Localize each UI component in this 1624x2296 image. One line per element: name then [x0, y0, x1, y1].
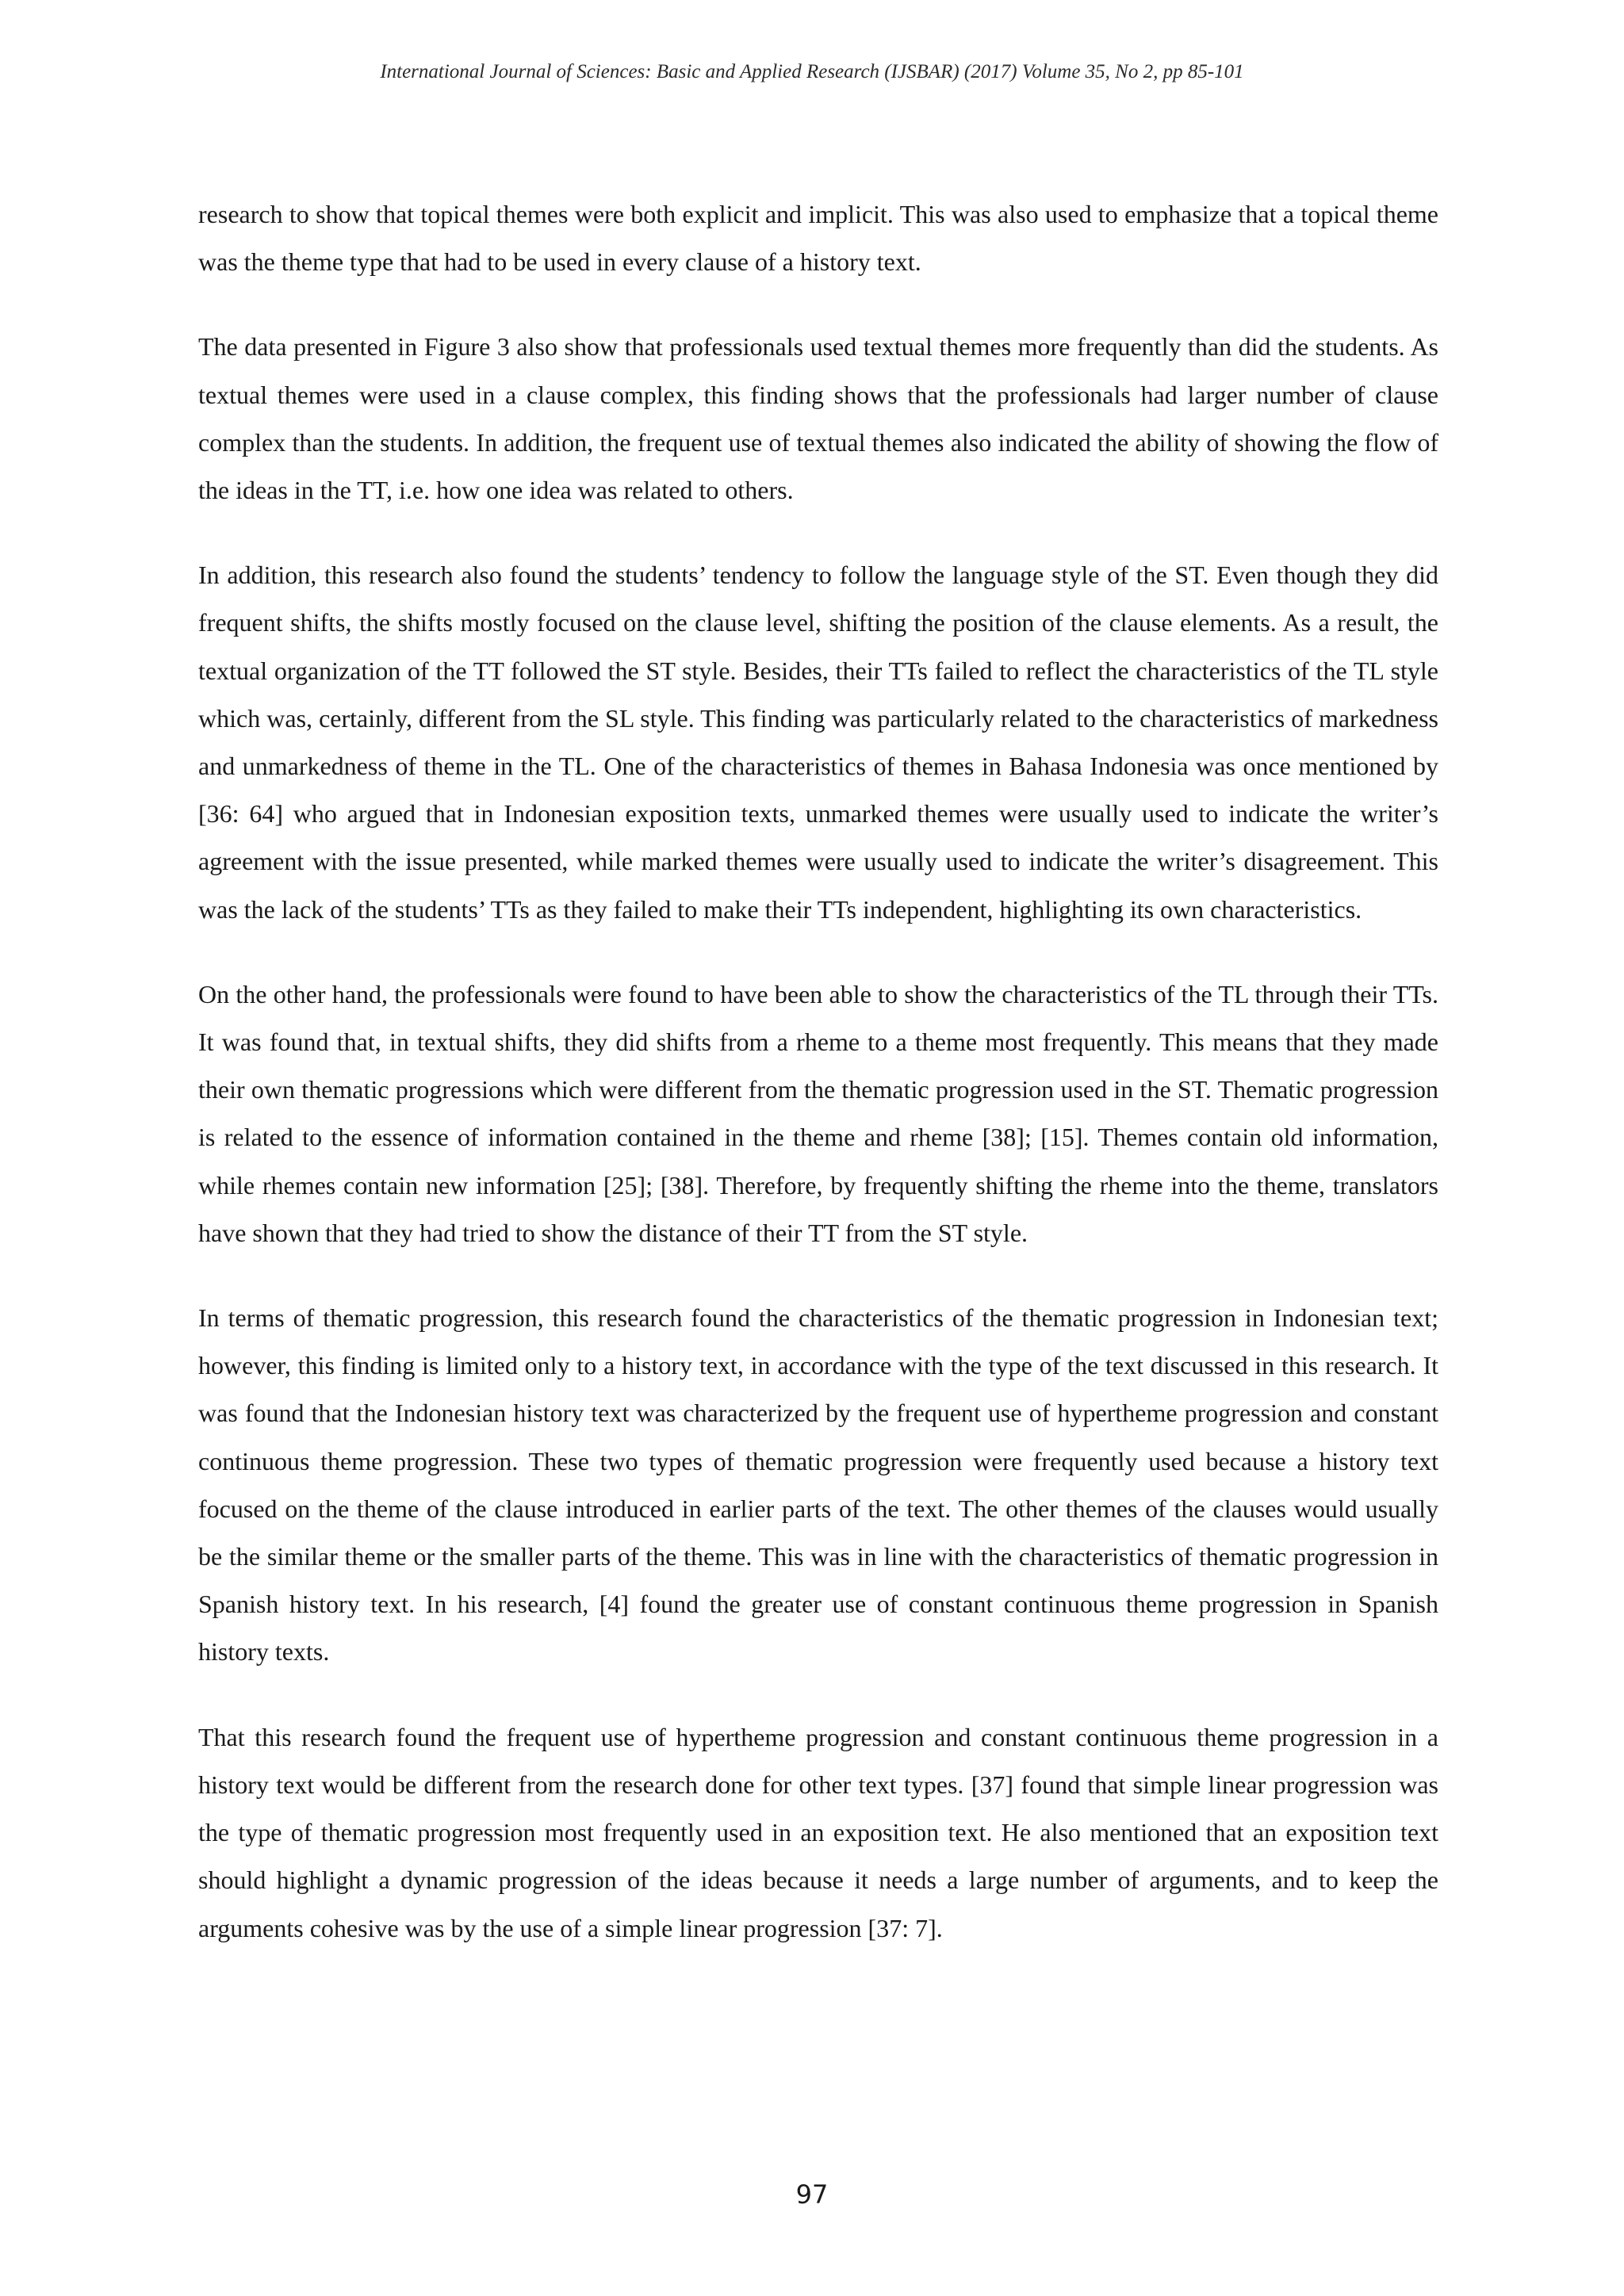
paragraph-3: In addition, this research also found the students’ tendency to follow the language style of the ST. Even though they did frequent shifts, the shifts mostly focused on the clause level, shifting the position of the clause elements. As a result, the textual organization of the TT followed the ST style. Besides, their TTs failed to reflect the characteristics of the TL style which was, certainly, different from the SL style. This finding was particularly related to the characteristics of markedness and unmarkedness of theme in the TL. One of the characteristics of themes in Bahasa Indonesia was once mentioned by [36: 64] who argued that in Indonesian exposition texts, unmarked themes were usually used to indicate the writer’s agreement with the issue presented, while marked themes were usually used to indicate the writer’s disagreement. This was the lack of the students’ TTs as they failed to make their TTs independent, highlighting its own characteristics. — [198, 561, 1438, 924]
running-header: International Journal of Sciences: Basic and Applied Research (IJSBAR) (2017) Volume 35, No 2, pp 85-101 — [380, 61, 1244, 82]
paragraph-6: That this research found the frequent use of hypertheme progression and constant continuous theme progression in a history text would be different from the research done for other text types. [37] found that simple linear progression was the type of thematic progression most frequently used in an exposition text. He also mentioned that an exposition text should highlight a dynamic progression of the ideas because it needs a large number of arguments, and to keep the arguments cohesive was by the use of a simple linear progression [37: 7]. — [198, 1722, 1438, 1942]
paragraph-4: On the other hand, the professionals were found to have been able to show the characteristics of the TL through their TTs. It was found that, in textual shifts, they did shifts from a rheme to a theme most frequently. This means that they made their own thematic progressions which were different from the thematic progression used in the ST. Thematic progression is related to the essence of information contained in the theme and rheme [38]; [15]. Themes contain old information, while rhemes contain new information [25]; [38]. Therefore, by frequently shifting the rheme into the theme, translators have shown that they had tried to show the distance of their TT from the ST style. — [198, 979, 1438, 1247]
paragraph-5: In terms of thematic progression, this research found the characteristics of the thematic progression in Indonesian text; however, this finding is limited only to a history text, in accordance with the type of the text discussed in this research. It was found that the Indonesian history text was characterized by the frequent use of hypertheme progression and constant continuous theme progression. These two types of thematic progression were frequently used because a history text focused on the theme of the clause introduced in earlier parts of the text. The other themes of the clauses would usually be the similar theme or the smaller parts of the theme. This was in line with the characteristics of thematic progression in Spanish history text. In his research, [4] found the greater use of constant continuous theme progression in Spanish history texts. — [198, 1303, 1438, 1667]
paragraph-2: The data presented in Figure 3 also show that professionals used textual themes more frequently than did the students. As textual themes were used in a clause complex, this finding shows that the professionals had larger number of clause complex than the students. In addition, the frequent use of textual themes also indicated the ability of showing the flow of the ideas in the TT, i.e. how one idea was related to others. — [198, 332, 1438, 505]
page-number: 97 — [795, 2179, 829, 2210]
paragraph-1: research to show that topical themes were both explicit and implicit. This was also used to emphasize that a topical theme was the theme type that had to be used in every clause of a history text. — [198, 200, 1438, 277]
body-text — [198, 190, 1438, 1989]
